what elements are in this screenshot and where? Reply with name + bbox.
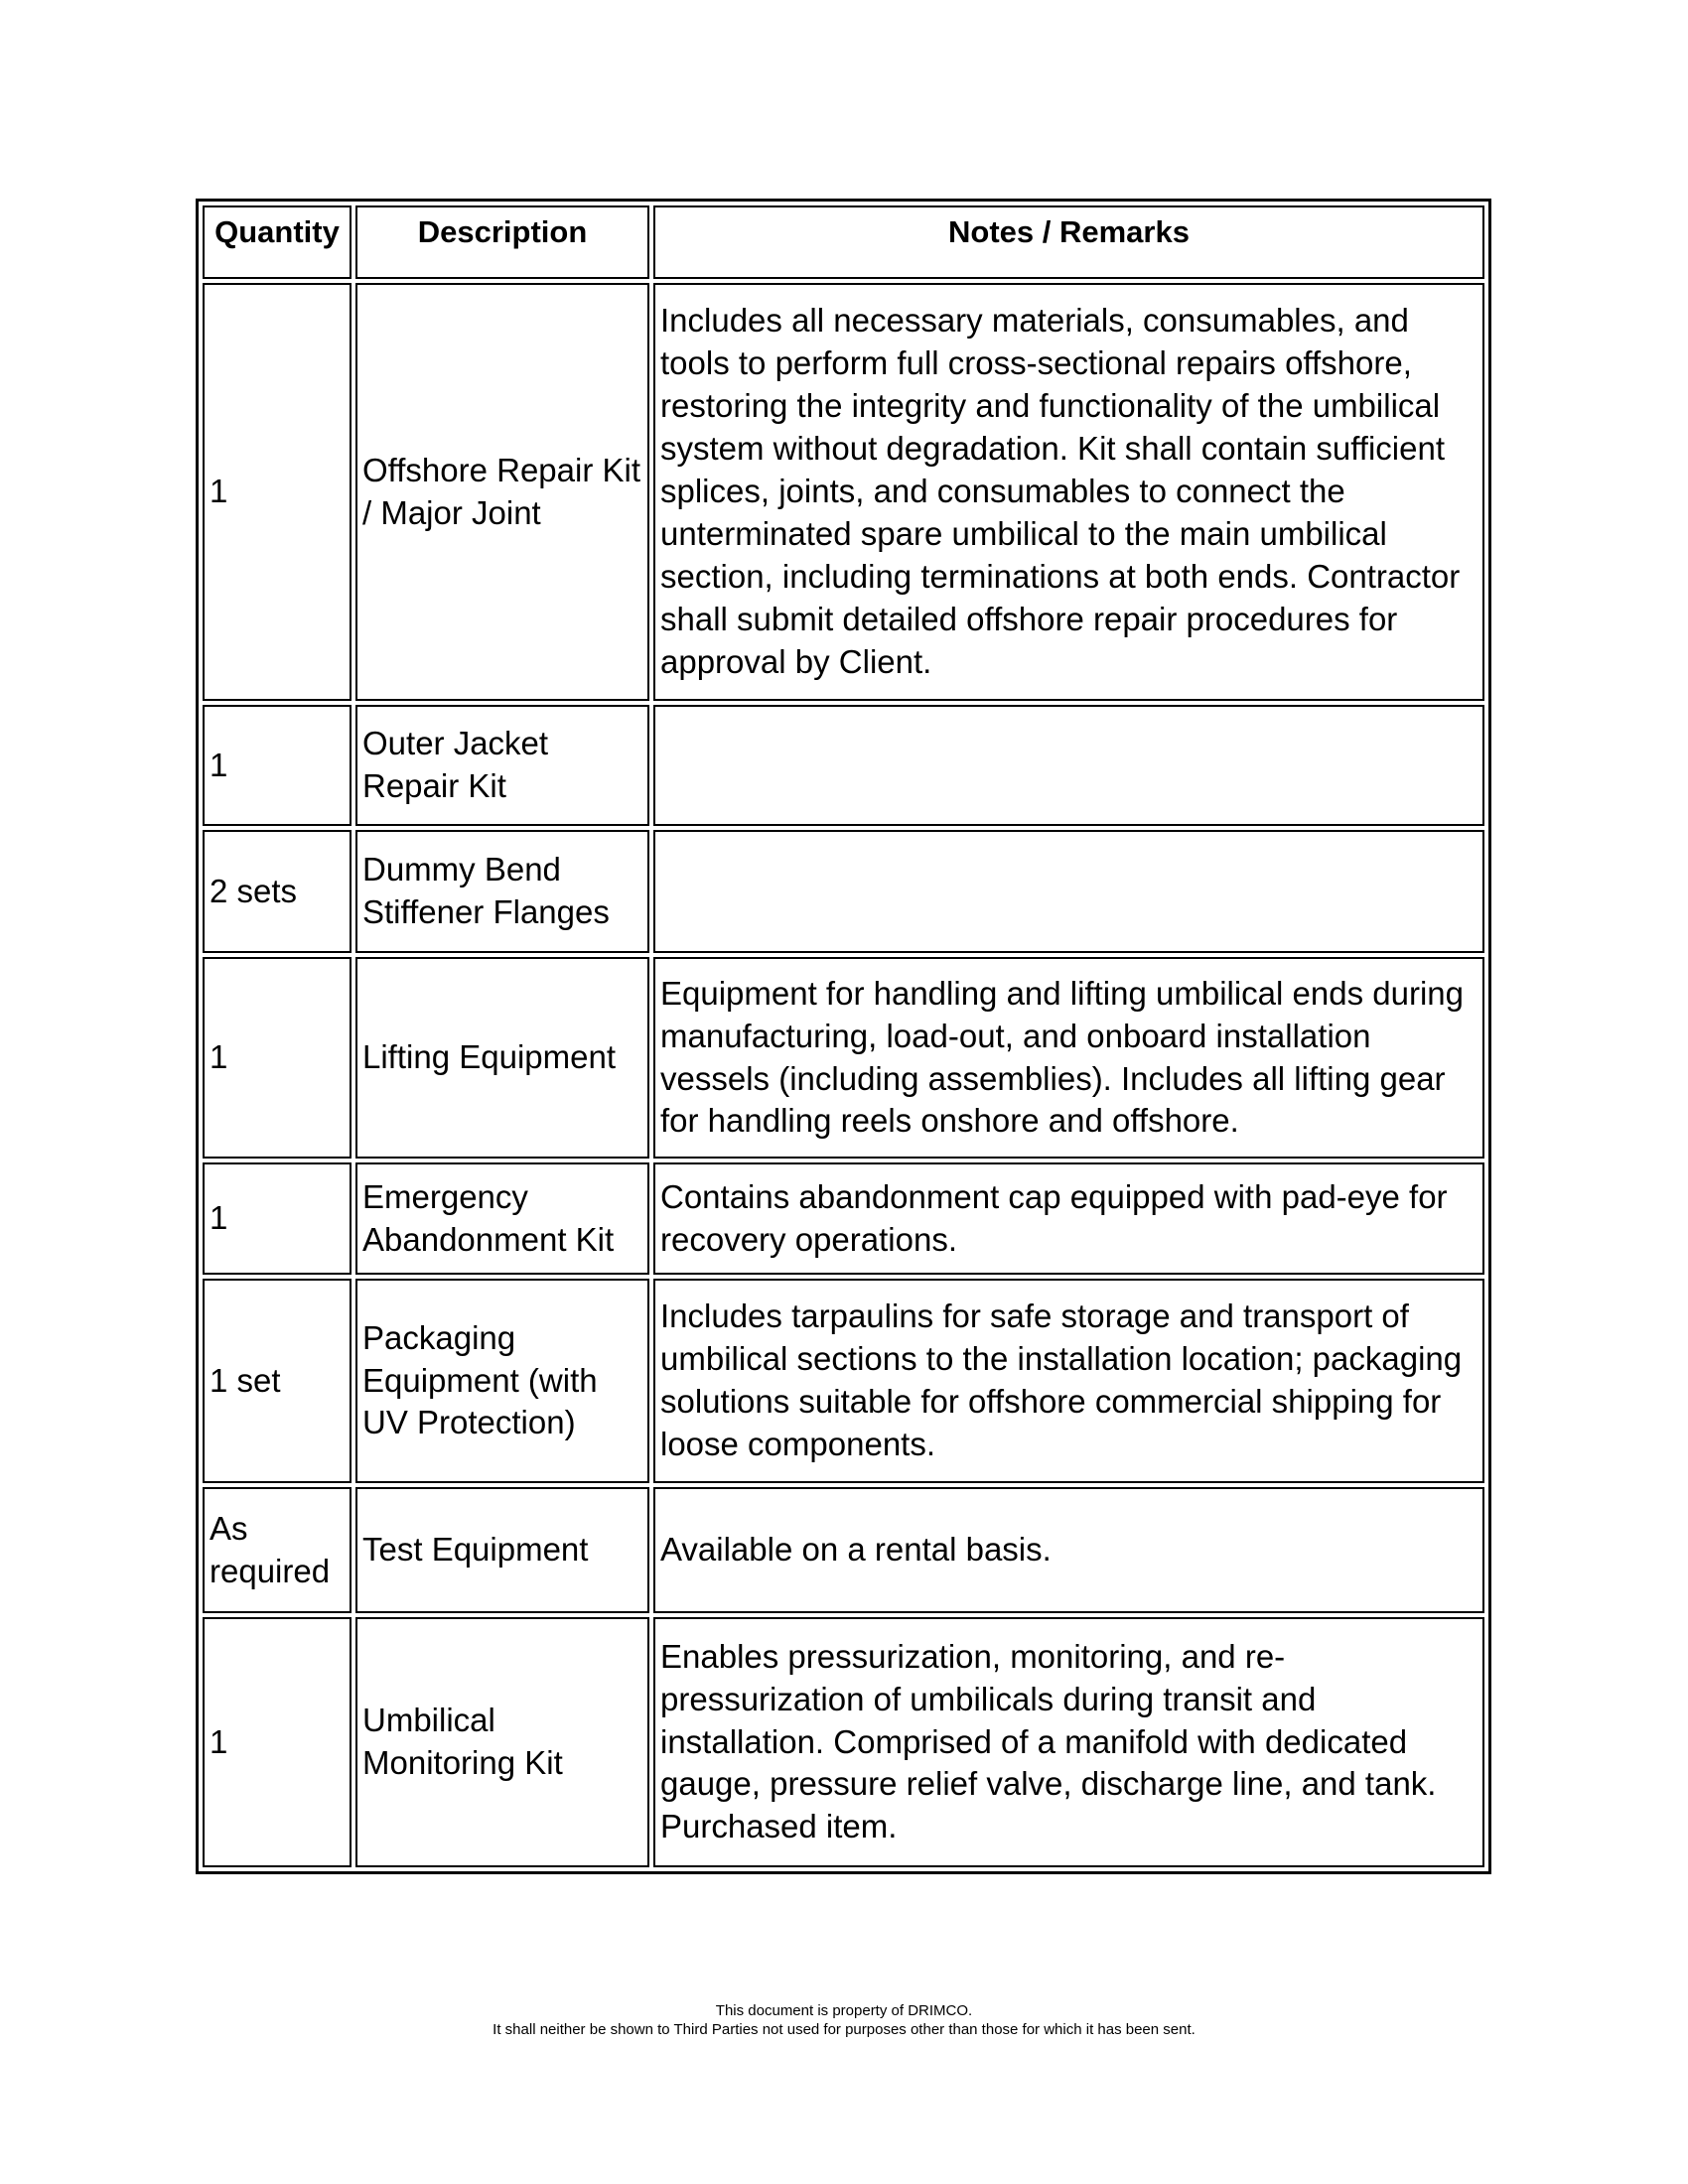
- table-row: [203, 830, 1484, 953]
- table-row: [203, 1617, 1484, 1867]
- footer-line-1: This document is property of DRIMCO.: [715, 2002, 973, 2019]
- notes-cell: Includes all necessary materials, consumables, and tools to perform full cross-sectional repairs offshore, restoring the integrity and functionality of the umbilical system without degradation. Kit shall contain sufficient splices, joints, and consumables to connect the unterminated spare umbilical to the main umbilical section, including terminations at both ends. Contractor shall submit detailed offshore repair procedures for approval by Client.: [653, 283, 1484, 701]
- table-row: [203, 1162, 1484, 1275]
- description-cell: Offshore Repair Kit / Major Joint: [355, 283, 649, 701]
- quantity-cell: 1: [203, 1617, 352, 1867]
- table-row: [203, 1279, 1484, 1483]
- description-cell: Umbilical Monitoring Kit: [355, 1617, 649, 1867]
- quantity-cell: 1: [203, 705, 352, 826]
- description-cell: Dummy Bend Stiffener Flanges: [355, 830, 649, 953]
- description-cell: Packaging Equipment (with UV Protection): [355, 1279, 649, 1483]
- notes-cell: [653, 830, 1484, 953]
- column-header-notes-remarks: Notes / Remarks: [653, 205, 1484, 279]
- quantity-cell: As required: [203, 1487, 352, 1613]
- notes-cell: [653, 705, 1484, 826]
- table-row: [203, 283, 1484, 701]
- description-cell: Lifting Equipment: [355, 957, 649, 1159]
- footer-line-2: It shall neither be shown to Third Parties not used for purposes other than those for which it has been sent.: [492, 2021, 1196, 2038]
- description-cell: Test Equipment: [355, 1487, 649, 1613]
- notes-cell: Available on a rental basis.: [653, 1487, 1484, 1613]
- confidentiality-footer: [0, 2001, 1688, 2039]
- description-cell: Emergency Abandonment Kit: [355, 1162, 649, 1275]
- equipment-table: [196, 199, 1491, 1874]
- quantity-cell: 2 sets: [203, 830, 352, 953]
- quantity-cell: 1: [203, 283, 352, 701]
- table-row: [203, 1487, 1484, 1613]
- notes-cell: Includes tarpaulins for safe storage and transport of umbilical sections to the installation location; packaging solutions suitable for offshore commercial shipping for loose components.: [653, 1279, 1484, 1483]
- quantity-cell: 1: [203, 1162, 352, 1275]
- quantity-cell: 1 set: [203, 1279, 352, 1483]
- table-header-row: [203, 205, 1484, 279]
- notes-cell: Equipment for handling and lifting umbilical ends during manufacturing, load-out, and onboard installation vessels (including assemblies). Includes all lifting gear for handling reels onshore and offshore.: [653, 957, 1484, 1159]
- quantity-cell: 1: [203, 957, 352, 1159]
- table-row: [203, 957, 1484, 1159]
- notes-cell: Enables pressurization, monitoring, and re-pressurization of umbilicals during transit and installation. Comprised of a manifold with dedicated gauge, pressure relief valve, discharge line, and tank. Purchased item.: [653, 1617, 1484, 1867]
- description-cell: Outer Jacket Repair Kit: [355, 705, 649, 826]
- column-header-quantity: Quantity: [203, 205, 352, 279]
- notes-cell: Contains abandonment cap equipped with pad-eye for recovery operations.: [653, 1162, 1484, 1275]
- column-header-description: Description: [355, 205, 649, 279]
- table-row: [203, 705, 1484, 826]
